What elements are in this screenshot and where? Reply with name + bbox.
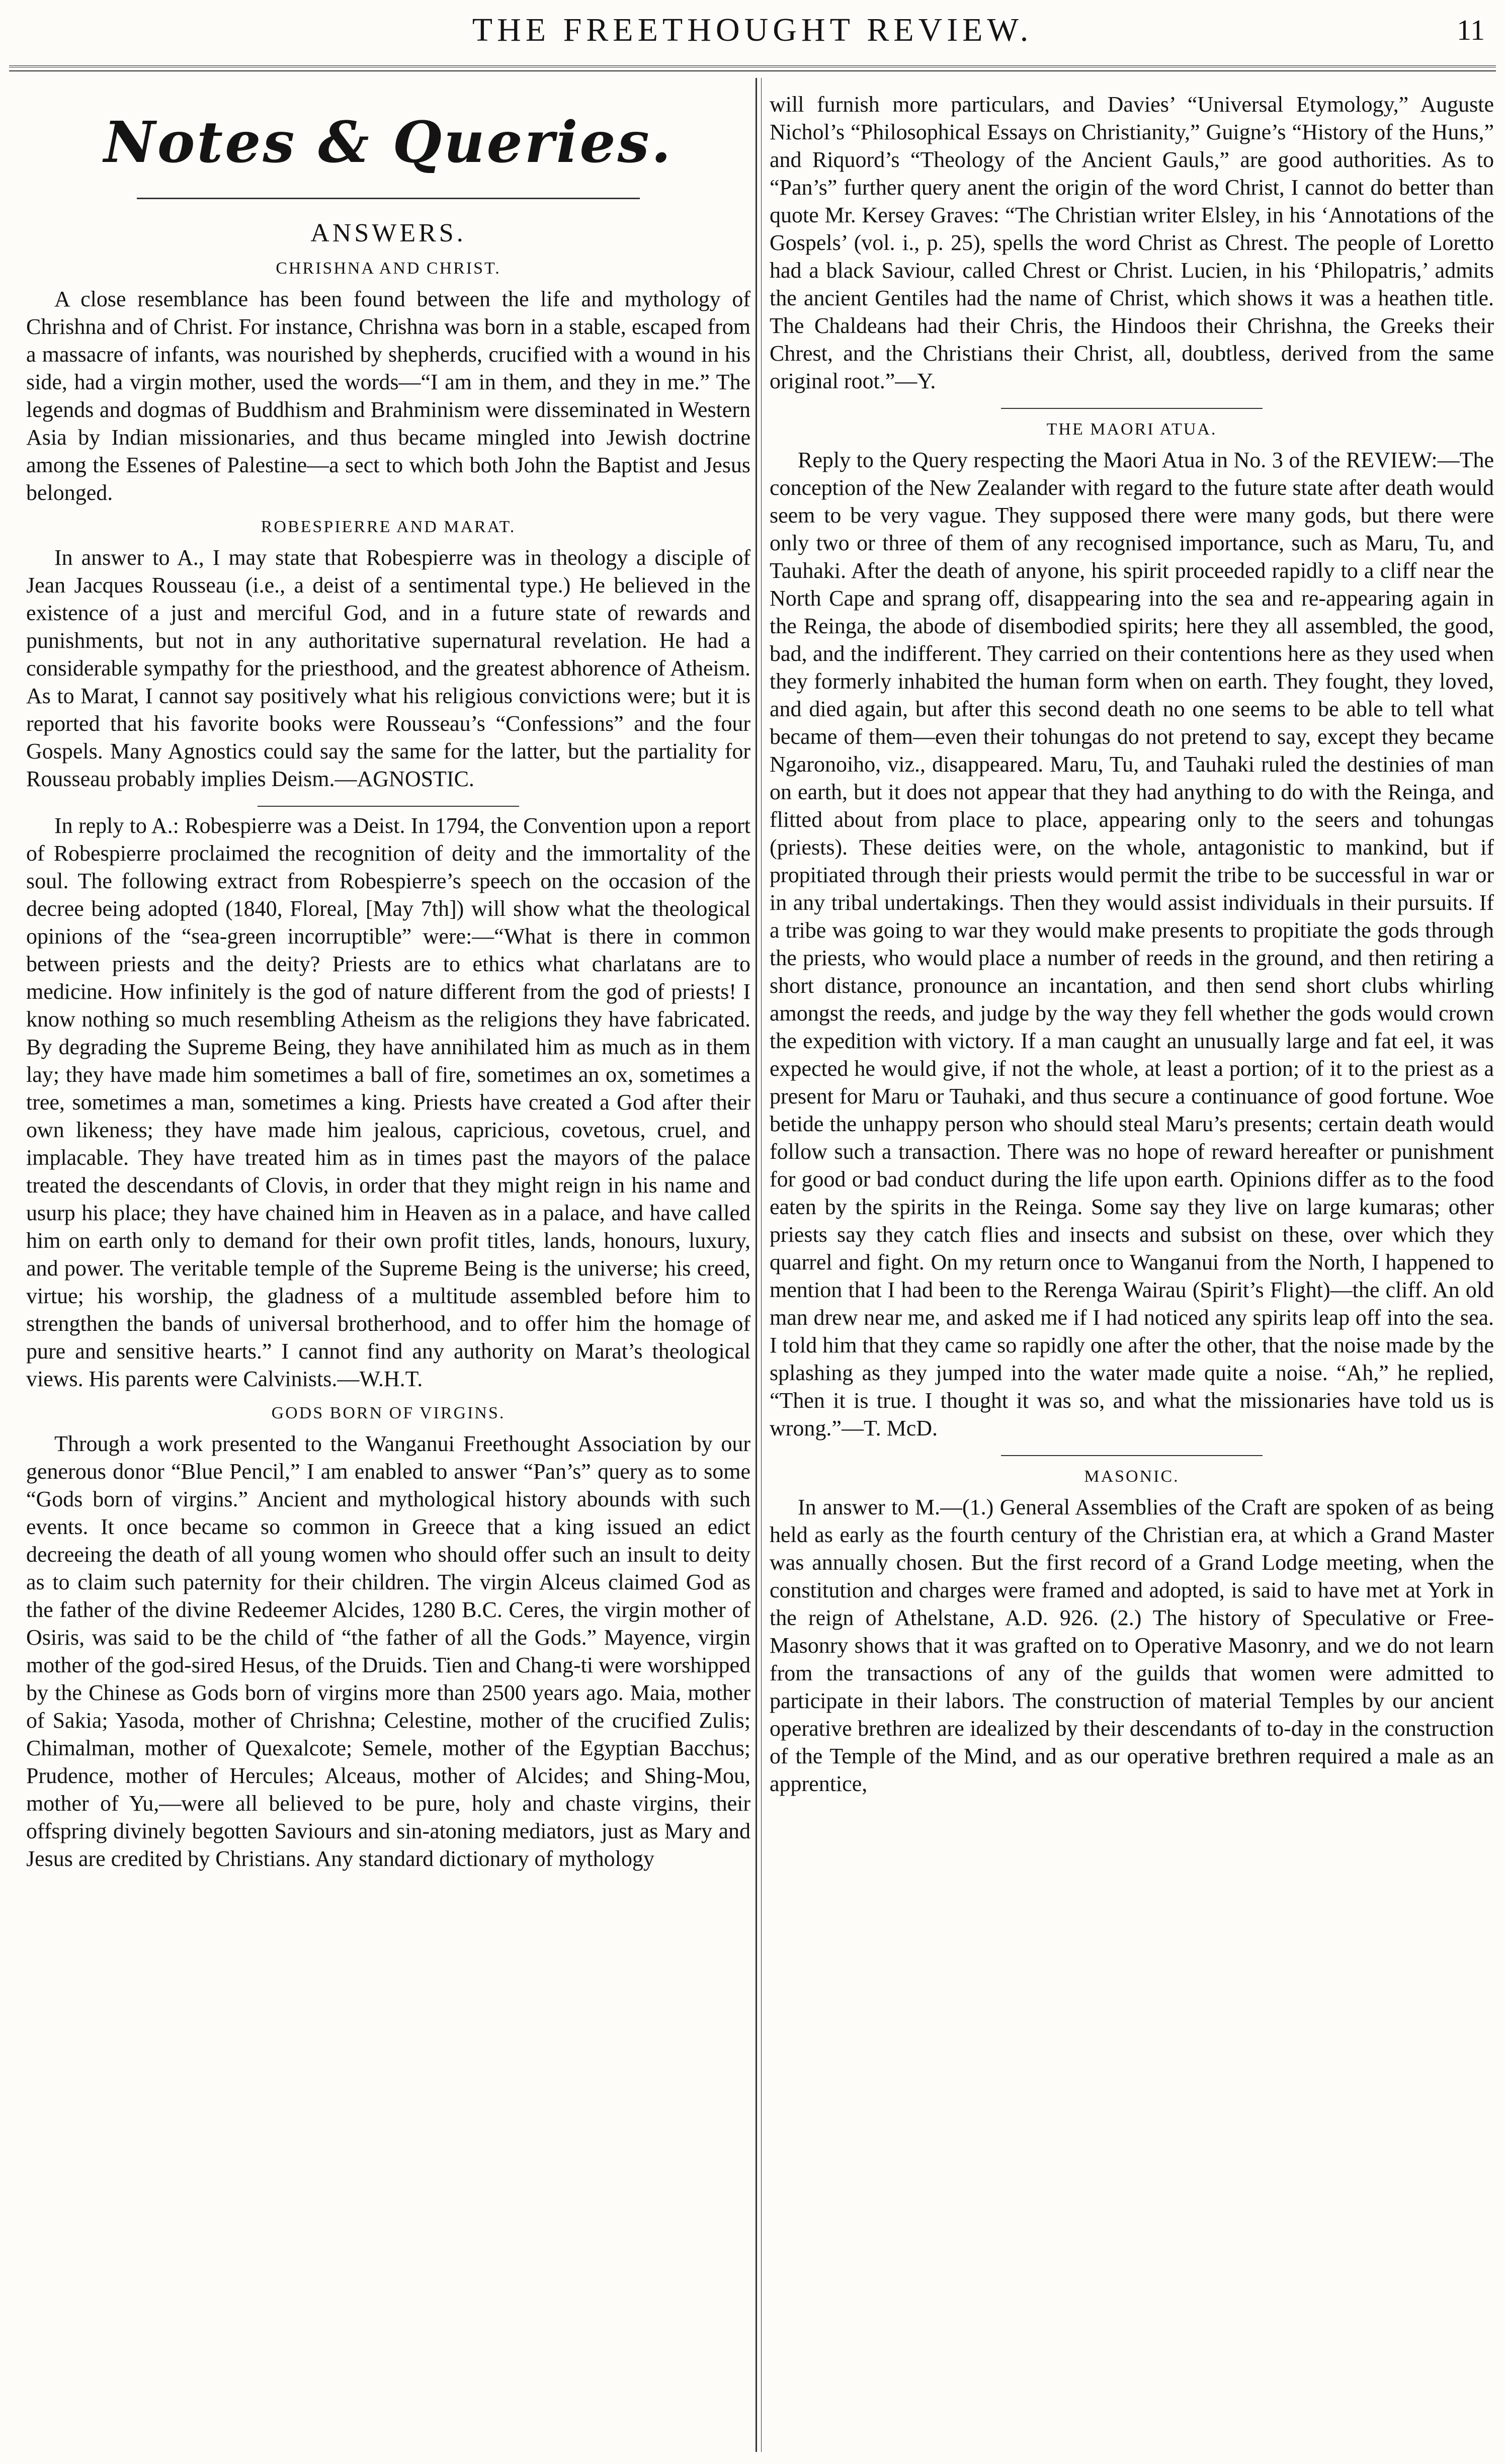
- column-divider: [756, 78, 757, 2452]
- robespierre-paragraph-2: In reply to A.: Robespierre was a Deist. In 1794, the Convention upon a report of Robespierre proclaimed the recognition of deity and the immortality of the soul. The following extract from Robespierre’s speech on the occasion of the decree being adopted (1840, Floreal, [May 7th]) will show what the theological opinions of the “sea-green incorruptible” were:—“What is there in common between priests and the deity? Priests are to ethics what charlatans are to medicine. How infinitely is the god of nature different from the god of priests! I know nothing so much resembling Atheism as the religions they have fabricated. By degrading the Supreme Being, they have annihilated him as much as in them lay; they have made him sometimes a ball of fire, sometimes an ox, sometimes a tree, sometimes a man, sometimes a king. Priests have created a God after their own likeness; they have made him jealous, capricious, covetous, cruel, and implacable. They have treated him as in times past the mayors of the palace treated the descendants of Clovis, in order that they might reign in his name and usurp his place; they have chained him in Heaven as in a palace, and have called him on earth only to demand for their own profit titles, lands, honours, luxury, and power. The veritable temple of the Supreme Being is the universe; his creed, virtue; his worship, the gladness of a multitude assembled before him to strengthen the bands of universal brotherhood, and to offer him the homage of pure and sensitive hearts.” I cannot find any authority on Marat’s theological views. His parents were Calvinists.—W.H.T.: [26, 813, 750, 1391]
- header-rule: [9, 65, 1496, 71]
- gods-virgins-heading: GODS BORN OF VIRGINS.: [271, 1404, 506, 1422]
- masonic-heading: MASONIC.: [1084, 1467, 1180, 1486]
- page-number: 11: [1457, 14, 1485, 46]
- right-column: [770, 91, 1494, 2449]
- masonic-paragraph-1: In answer to M.—(1.) General Assemblies of the Craft are spoken of as being held as early as the fourth century of the Christian era, at which a Grand Master was annually chosen. But the first record of a Grand Lodge meeting, when the constitution and charges were framed and adopted, is said to have met at York in the reign of Athelstane, A.D. 926. (2.) The history of Speculative or Free-Masonry shows that it was grafted on to Operative Masonry, and we do not learn from the transactions of any of the guilds that women were admitted to participate in their labors. The construction of material Temples by our ancient operative brethren are idealized by their descendants of to-day in the construction of the Temple of the Mind, and as our operative brethren required a male as an apprentice,: [770, 1495, 1494, 1796]
- left-column: [26, 91, 750, 2449]
- chrishna-heading: CHRISHNA AND CHRIST.: [276, 259, 501, 278]
- robespierre-paragraph-1: In answer to A., I may state that Robespierre was in theology a disciple of Jean Jacques Rousseau (i.e., a deist of a sentimental type.) He believed in the existence of a just and merciful God, and in a future state of rewards and punishments, but not in any authoritative supernatural revelation. He had a considerable sympathy for the priesthood, and the greatest abhorence of Atheism. As to Marat, I cannot say positively what his religious convictions were; but it is reported that his favorite books were Rousseau’s “Confessions” and the four Gospels. Many Agnostics could say the same for the latter, but the partiality for Rousseau probably implies Deism.—AGNOSTIC.: [26, 545, 750, 791]
- maori-heading: THE MAORI ATUA.: [1046, 420, 1217, 439]
- maori-paragraph-1: Reply to the Query respecting the Maori Atua in No. 3 of the REVIEW:—The conception of the New Zealander with regard to the future state after death would seem to be very vague. They supposed there were many gods, but there were only two or three of them of any recognised importance, such as Maru, Tu, and Tauhaki. After the death of anyone, his spirit proceeded rapidly to a cliff near the North Cape and sprang off, disappearing into the sea and re-appearing again in the Reinga, the abode of disembodied spirits; here they all assembled, the good, bad, and the indifferent. They carried on their contentions here as they used when they formerly inhabited the human form when on earth. They fought, they loved, and died again, but after this second death no one seems to be able to tell what became of them—even their tohungas do not pretend to say, except they became Ngaronoiho, viz., disappeared. Maru, Tu, and Tauhaki ruled the destinies of man on earth, but it does not appear that they had anything to do with the Reinga, and flitted about from place to place, appearing only to the seers and tohungas (priests). These deities were, on the whole, antagonistic to mankind, but if propitiated through their priests would permit the tribe to be successful in war or in any tribal undertakings. Then they would assist individuals in their pursuits. If a tribe was going to war they would make presents to propitiate the gods through the priests, who would place a number of reeds in the ground, and then retiring a short distance, pronounce an incantation, and then send short clubs whirling amongst the reeds, and judge by the way they fell whether the gods would crown the expedition with victory. If a man caught an unusually large and fat eel, it was expected he would give, if not the whole, at least a portion; of it to the priest as a present for Maru or Tauhaki, and thus secure a continuance of good fortune. Woe betide the unhappy person who should steal Maru’s presents; certain death would follow such a transaction. There was no hope of reward hereafter or punishment for good or bad conduct during the life upon earth. Opinions differ as to the food eaten by the spirits in the Reinga. Some say they live on large kumaras; other priests say they catch flies and insects and subsist on these, over which they quarrel and fight. On my return once to Wanganui from the North, I happened to mention that I had been to the Rerenga Wairau (Spirit’s Flight)—the cliff. An old man drew near me, and asked me if I had noticed any spirits leap off into the sea. I told him that they came so rapidly one after the other, that the noise made by the splashing as they jumped into the water made quite a noise. “Ah,” he replied, “Then it is true. I thought it was so, and what the missionaries have told us is wrong.”—T. McD.: [770, 448, 1494, 1440]
- masthead-rule: [137, 198, 640, 199]
- gods-virgins-continued: will furnish more particulars, and Davies’ “Universal Etymology,” Auguste Nichol’s “Philosophical Essays on Christianity,” Guigne’s “History of the Huns,” and Riquord’s “Theology of the Ancient Gauls,” are good authorities. As to “Pan’s” further query anent the origin of the word Christ, I cannot do better than quote Mr. Kersey Graves: “The Christian writer Elsley, in his ‘Annotations of the Gospels’ (vol. i., p. 25), spells the word Christ as Chrest. The people of Loretto had a black Saviour, called Chrest or Christ. Lucien, in his ‘Philopatris,’ admits the ancient Gentiles had the name of Christ, which shows it was a heathen title. The Chaldeans had their Chris, the Hindoos their Chrishna, the Greeks their Chrest, and the Christians their Christ, all, doubtless, derived from the same original root.”—Y.: [770, 92, 1494, 393]
- divider-rule: [1001, 1455, 1263, 1456]
- robespierre-heading: ROBESPIERRE AND MARAT.: [261, 518, 516, 536]
- divider-rule: [1001, 408, 1263, 409]
- running-title: THE FREETHOUGHT REVIEW.: [472, 12, 1033, 48]
- chrishna-paragraph-1: A close resemblance has been found between the life and mythology of Chrishna and of Christ. For instance, Chrishna was born in a stable, escaped from a massacre of infants, was nourished by shepherds, crucified with a wound in his side, had a virgin mother, used the words—“I am in them, and they in me.” The legends and dogmas of Buddhism and Brahminism were disseminated in Western Asia by Indian missionaries, and thus became mingled into Jewish doctrine among the Essenes of Palestine—a sect to which both John the Baptist and Jesus belonged.: [26, 287, 750, 505]
- section-masthead: Notes & Queries.: [104, 110, 673, 176]
- page-header: [0, 0, 1505, 75]
- divider-rule: [258, 806, 519, 807]
- answers-heading: ANSWERS.: [310, 219, 466, 247]
- gods-virgins-paragraph-1: Through a work presented to the Wanganui Freethought Association by our generous donor “Blue Pencil,” I am enabled to answer “Pan’s” query as to some “Gods born of virgins.” Ancient and mythological history abounds with such events. It once became so common in Greece that a king issued an edict decreeing the death of all young women who should offer such an insult to deity as to claim such paternity for their children. The virgin Alceus claimed God as the father of the divine Redeemer Alcides, 1280 B.C. Ceres, the virgin mother of Osiris, was said to be the child of “the father of all the Gods.” Mayence, virgin mother of the god-sired Hesus, of the Druids. Tien and Chang-ti were worshipped by the Chinese as Gods born of virgins more than 2500 years ago. Maia, mother of Sakia; Yasoda, mother of Chrishna; Celestine, mother of the crucified Zulis; Chimalman, mother of Quexalcote; Semele, mother of the Egyptian Bacchus; Prudence, mother of Hercules; Alceaus, mother of Alcides; and Shing-Mou, mother of Yu,—were all believed to be pure, holy and chaste virgins, their offspring divinely begotten Saviours and sin-atoning mediators, just as Mary and Jesus are credited by Christians. Any standard dictionary of mythology: [26, 1431, 750, 1871]
